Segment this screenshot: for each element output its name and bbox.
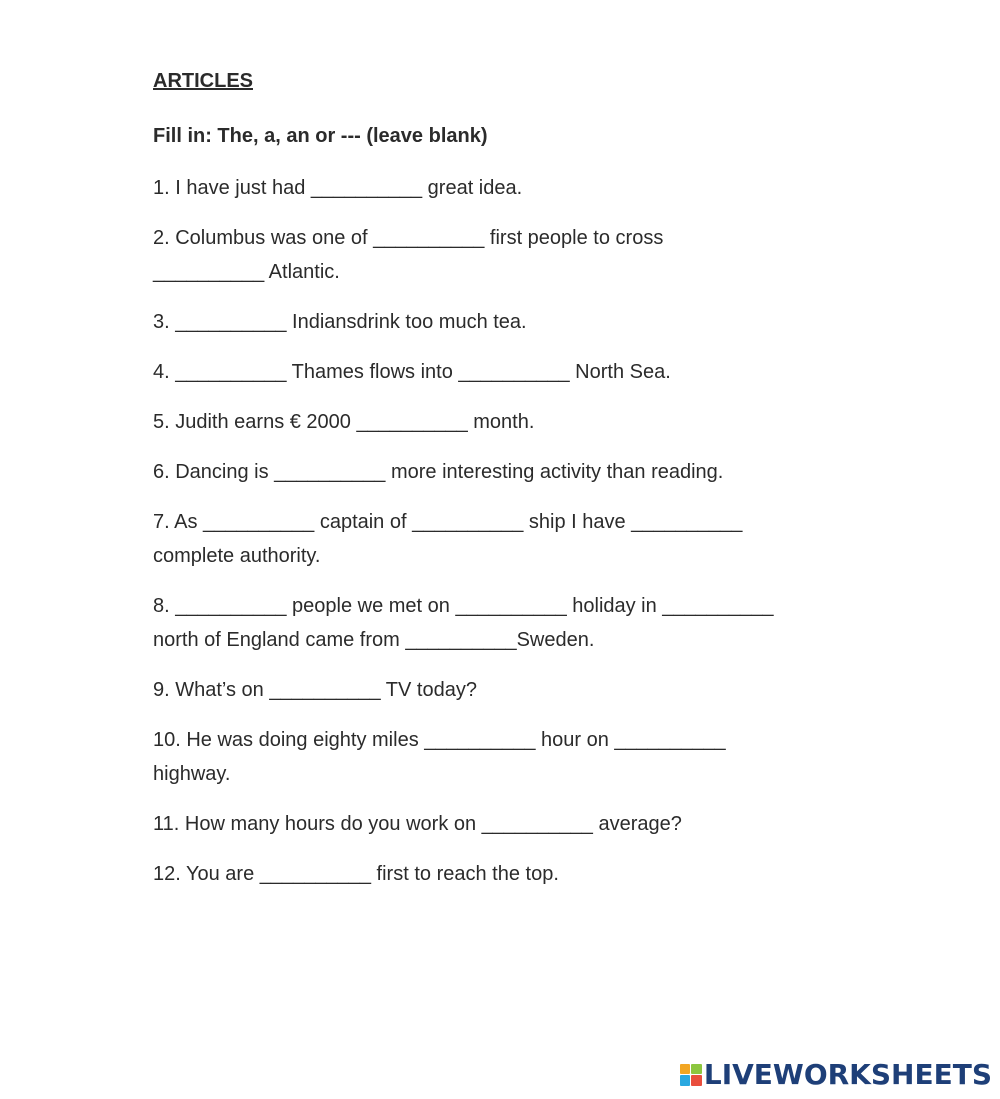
question-line: 8. __________ people we met on __________ holiday in __________ <box>153 595 774 617</box>
logo-square <box>680 1064 691 1075</box>
question-line: __________ Atlantic. <box>153 261 340 283</box>
question-line: 2. Columbus was one of __________ first people to cross <box>153 227 664 249</box>
liveworksheets-logo-icon <box>680 1064 702 1086</box>
question-5 <box>153 405 973 439</box>
question-line: 4. __________ Thames flows into __________ North Sea. <box>153 361 671 383</box>
logo-square <box>691 1064 702 1075</box>
question-3 <box>153 305 973 339</box>
worksheet-instruction: Fill in: The, a, an or --- (leave blank) <box>153 125 488 147</box>
question-6 <box>153 455 973 489</box>
liveworksheets-brand <box>680 1058 992 1091</box>
question-line: 3. __________ Indiansdrink too much tea. <box>153 311 527 333</box>
worksheet-title: ARTICLES <box>153 70 253 92</box>
question-line: 12. You are __________ first to reach the top. <box>153 863 559 885</box>
worksheet <box>153 66 973 907</box>
question-8 <box>153 589 973 657</box>
question-line: 7. As __________ captain of __________ ship I have __________ <box>153 511 743 533</box>
question-line: 1. I have just had __________ great idea. <box>153 177 523 199</box>
question-line: 10. He was doing eighty miles __________ hour on __________ <box>153 729 726 751</box>
question-9 <box>153 673 973 707</box>
logo-square <box>680 1075 691 1086</box>
question-10 <box>153 723 973 791</box>
question-line: highway. <box>153 763 231 785</box>
question-line: 9. What’s on __________ TV today? <box>153 679 477 701</box>
question-2 <box>153 221 973 289</box>
liveworksheets-logo-text: LIVEWORKSHEETS <box>703 1058 992 1091</box>
question-7 <box>153 505 973 573</box>
question-1 <box>153 171 973 205</box>
question-line: 6. Dancing is __________ more interesting activity than reading. <box>153 461 724 483</box>
question-4 <box>153 355 973 389</box>
question-line: 5. Judith earns € 2000 __________ month. <box>153 411 535 433</box>
question-12 <box>153 857 973 891</box>
question-line: north of England came from __________Sweden. <box>153 629 595 651</box>
question-line: 11. How many hours do you work on __________ average? <box>153 813 682 835</box>
logo-square <box>691 1075 702 1086</box>
question-11 <box>153 807 973 841</box>
question-line: complete authority. <box>153 545 321 567</box>
